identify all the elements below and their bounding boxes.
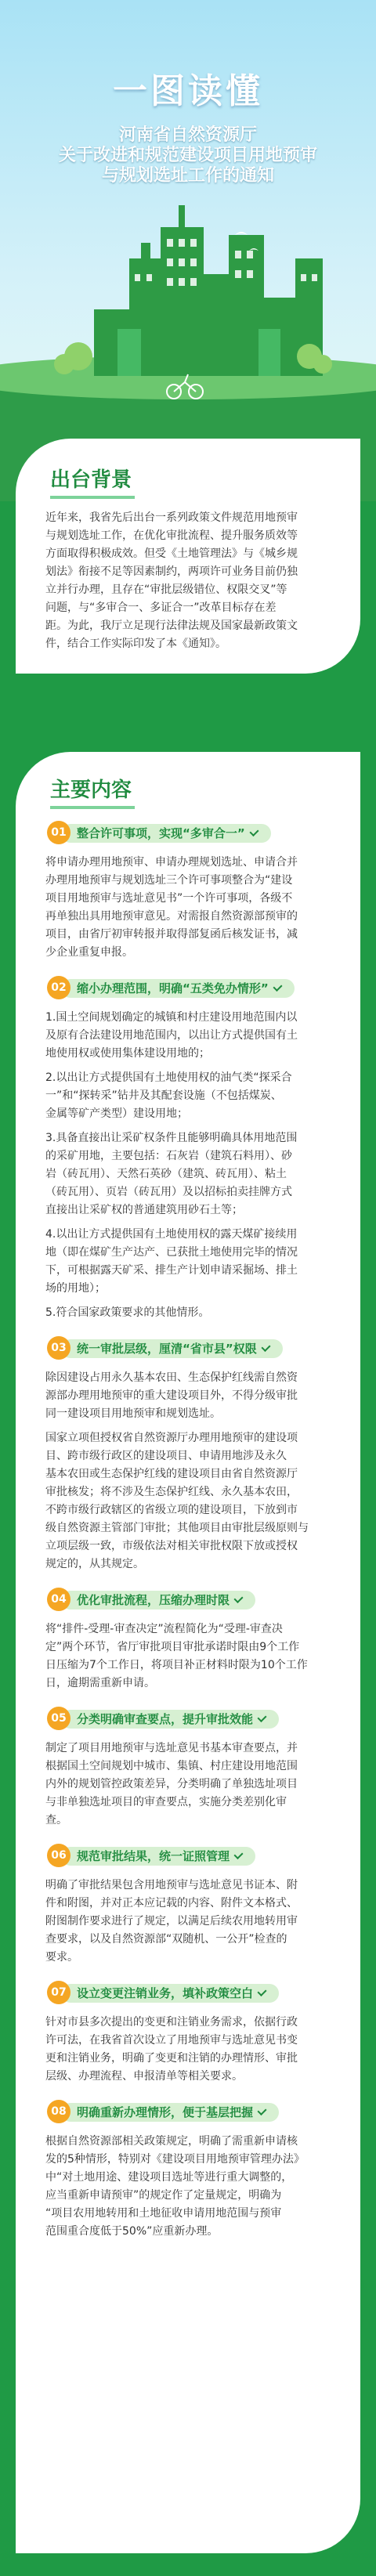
section-paragraph	[45, 854, 332, 962]
section-number-badge: 04	[47, 1588, 70, 1611]
section-number-badge: 02	[47, 976, 70, 999]
text-line: 根据自然资源部相关政策规定，明确了需重新申请核	[45, 2135, 298, 2148]
section-paragraph	[45, 1226, 332, 1298]
text-line: 地使用权或使用集体建设用地的；	[45, 1047, 210, 1060]
text-line: 级自然资源主管部门审批；其他项目由审批层级原则与	[45, 1522, 309, 1534]
section-heading-text: 设立变更注销业务，填补政策空白	[77, 1986, 254, 2000]
bottom-band	[0, 2557, 376, 2576]
text-line: 附图制作要求进行了规定，以满足后续农用地转用审	[45, 1915, 298, 1927]
text-line: 制定了项目用地预审与选址意见书基本审查要点，并	[45, 1742, 298, 1754]
section-number-badge: 03	[47, 1336, 70, 1360]
section-heading-pill	[61, 1984, 279, 2003]
check-icon	[273, 982, 282, 992]
section-heading-text: 统一审批层级，厘清“省市县”权限	[77, 1342, 257, 1356]
text-line: 国家立项但授权省自然资源厅办理用地预审的建设项	[45, 1432, 298, 1444]
text-line: 审批核发；将不涉及生态保护红线、永久基本农田，	[45, 1486, 298, 1498]
text-line: 除因建设占用永久基本农田、生态保护红线需自然资	[45, 1371, 298, 1384]
text-line: 岩（砖瓦用）、天然石英砂（建筑、砖瓦用）、粘土	[45, 1168, 287, 1180]
subtitle-line: 与规划选址工作的通知	[101, 166, 274, 186]
section-paragraph	[45, 1304, 332, 1322]
text-line: 问题，与“多审合一、多证合一”改革目标存在差	[45, 602, 277, 614]
section-heading-pill	[61, 1710, 279, 1729]
background-title	[50, 464, 135, 499]
text-line: 地（即在煤矿生产达产、已获批土地使用完毕的情况	[45, 1246, 298, 1259]
text-line: 下，可根据露天矿采、排生产计划申请采掘场、排土	[45, 1264, 298, 1277]
check-icon	[249, 827, 258, 836]
section-paragraph	[45, 1369, 332, 1423]
text-line: “项目农用地转用和土地征收申请用地范围与预审	[45, 2207, 282, 2220]
title-underline	[50, 806, 135, 809]
text-line: （砖瓦用）、页岩（砖瓦用）及以招标拍卖挂牌方式	[45, 1186, 292, 1198]
text-line: 日，逾期需重新申请。	[45, 1677, 155, 1689]
text-line: 源部办理用地预审的重大建设项目外，不得分级审批	[45, 1389, 298, 1402]
text-line: 及原有合法建设用地范围内，以出让方式提供国有土	[45, 1029, 298, 1042]
text-line: 与规划选址工作，在优化审批流程、提升服务质效等	[45, 529, 298, 542]
text-line: 金属等矿产类型）建设用地；	[45, 1107, 188, 1120]
text-line: 与非单独选址项目的审查要点，实施分类差别化审	[45, 1796, 287, 1808]
text-line: 方面取得积极成效。但受《土地管理法》与《城乡规	[45, 547, 298, 560]
section-paragraph	[45, 1429, 332, 1573]
text-line: 办理用地预审与规划选址三个许可事项整合为“建设	[45, 874, 293, 887]
text-line: 将“排件-受理-审查决定”流程简化为“受理-审查决	[45, 1623, 283, 1635]
section-heading-pill	[61, 1591, 255, 1610]
text-line: 针对市县多次提出的变更和注销业务需求，依据行政	[45, 2016, 298, 2029]
text-line: 内外的规划管控政策差异，分类明确了单独选址项目	[45, 1778, 298, 1790]
check-icon	[261, 1342, 270, 1352]
main-content-card	[16, 752, 360, 2553]
text-line: 许可法，在我省首次设立了用地预审与选址意见书变	[45, 2034, 298, 2047]
text-line: 同一建设项目用地预审和规划选址。	[45, 1407, 221, 1420]
section-number-badge: 01	[47, 821, 70, 844]
text-line: 层级、办理流程、申报清单等相关要求。	[45, 2070, 243, 2083]
background-paragraph	[45, 509, 332, 653]
subtitle-line: 关于改进和规范建设项目用地预审	[58, 146, 317, 165]
text-line: 立并行办理，且存在“审批层级错位、权限交叉”等	[45, 583, 287, 596]
hero-banner	[0, 0, 376, 501]
text-line: 2.以出让方式提供国有土地使用权的油气类“探采合	[45, 1071, 292, 1084]
title-underline	[50, 496, 135, 499]
text-line: 要求。	[45, 1951, 78, 1964]
text-line: 项目，由省厅初审转报并取得部复函后核发证书，减	[45, 928, 298, 941]
section-paragraph	[45, 1009, 332, 1063]
text-line: 的采矿用地，主要包括：石灰岩（建筑石料用）、砂	[45, 1150, 292, 1162]
text-line: 划法》衔接不足等因素制约，两项许可业务目前仍独	[45, 565, 298, 578]
text-line: 立项层级一致，市级依法对相关审批权限下放或授权	[45, 1540, 298, 1552]
text-line: 范围重合度低于50%”应重新办理。	[45, 2225, 219, 2238]
section-paragraph	[45, 1740, 332, 1830]
main-title	[50, 774, 135, 809]
check-icon	[258, 1713, 267, 1722]
subtitle-line: 河南省自然资源厅	[118, 125, 257, 145]
section-paragraph	[45, 1620, 332, 1693]
section-number-badge: 05	[47, 1707, 70, 1730]
background-title-text: 出台背景	[50, 468, 132, 492]
text-line: 5.符合国家政策要求的其他情形。	[45, 1306, 210, 1319]
section-number-badge: 07	[47, 1981, 70, 2004]
section-heading-pill	[61, 1847, 255, 1866]
section-paragraph	[45, 1877, 332, 1967]
text-line: 中“对土地用途、建设项目选址等进行重大调整的，	[45, 2171, 293, 2184]
text-line: 定”两个环节，省厅审批项目审批承诺时限由9个工作	[45, 1641, 300, 1653]
text-line: 项目用地预审与选址意见书”一个许可事项，各级不	[45, 892, 293, 905]
section-heading-text: 缩小办理范围，明确“五类免办情形”	[77, 981, 269, 995]
section-heading-pill	[61, 979, 295, 998]
text-line: 日压缩为7个工作日，将项目补正材料时限为10个工作	[45, 1659, 308, 1671]
check-icon	[258, 2106, 267, 2115]
section-paragraph	[45, 2133, 332, 2241]
section-heading-text: 规范审批结果，统一证照管理	[77, 1849, 230, 1863]
text-line: 基本农田或生态保护红线的建设项目由省自然资源厅	[45, 1468, 298, 1480]
section-number-badge: 06	[47, 1844, 70, 1867]
section-paragraph	[45, 1129, 332, 1219]
text-line: 一”和“探转采”钻井及其配套设施（不包括煤炭、	[45, 1089, 282, 1102]
section-heading-text: 分类明确审查要点，提升审批效能	[77, 1712, 254, 1726]
text-line: 查。	[45, 1814, 67, 1826]
text-line: 目、跨市级行政区的建设项目、申请用地涉及永久	[45, 1450, 287, 1462]
text-line: 将申请办理用地预审、申请办理规划选址、申请合并	[45, 856, 298, 869]
text-line: 根据国土空间规划中城市、集镇、村庄建设用地范围	[45, 1760, 298, 1772]
text-line: 查要求，以及自然资源部“双随机、一公开”检查的	[45, 1933, 287, 1946]
text-line: 件和附图，并对正本应记载的内容、附件文本格式、	[45, 1897, 298, 1909]
text-line: 不跨市级行政辖区的省级立项的建设项目，下放到市	[45, 1504, 298, 1516]
text-line: 距。为此，我厅立足现行法律法规及国家最新政策文	[45, 620, 298, 632]
text-line: 明确了审批结果包含用地预审与选址意见书证本、附	[45, 1879, 298, 1891]
check-icon	[258, 1987, 267, 1996]
check-icon	[234, 1850, 244, 1859]
section-heading-pill	[61, 824, 271, 843]
check-icon	[234, 1594, 244, 1603]
text-line: 再单独出具用地预审意见。对需报自然资源部预审的	[45, 910, 298, 923]
text-line: 直接出让采矿权的普通建筑用砂石土等；	[45, 1204, 243, 1216]
background-card	[16, 439, 360, 674]
text-line: 件，结合工作实际印发了本《通知》。	[45, 638, 226, 650]
main-title-text: 主要内容	[50, 779, 132, 802]
section-number-badge: 08	[47, 2100, 70, 2123]
section-heading-text: 优化审批流程，压缩办理时限	[77, 1593, 230, 1607]
text-line: 场的用地）；	[45, 1282, 106, 1295]
text-line: 少企业重复申报。	[45, 946, 133, 959]
section-heading-pill	[61, 1339, 283, 1358]
section-heading-pill	[61, 2103, 279, 2122]
text-line: 应当重新申请预审”的规定作了定量规定，明确为	[45, 2189, 282, 2202]
section-paragraph	[45, 2014, 332, 2086]
text-line: 更和注销业务，明确了变更和注销的办理情形、审批	[45, 2052, 298, 2065]
text-line: 1.国土空间规划确定的城镇和村庄建设用地范围内以	[45, 1011, 298, 1024]
section-paragraph	[45, 1069, 332, 1123]
text-line: 近年来，我省先后出台一系列政策文件规范用地预审	[45, 511, 298, 524]
text-line: 3.具备直接出让采矿权条件且能够明确具体用地范围	[45, 1132, 298, 1144]
section-heading-text: 整合许可事项，实现“多审合一”	[77, 826, 245, 840]
hero-title: 一图读懂	[113, 71, 263, 111]
text-line: 规定的，从其规定。	[45, 1558, 144, 1570]
section-heading-text: 明确重新办理情形，便于基层把握	[77, 2105, 254, 2119]
text-line: 发的5种情形，特别对《建设项目用地预审管理办法》	[45, 2153, 305, 2166]
hero-subtitle	[0, 125, 376, 186]
text-line: 4.以出让方式提供国有土地使用权的露天煤矿接续用	[45, 1228, 298, 1241]
